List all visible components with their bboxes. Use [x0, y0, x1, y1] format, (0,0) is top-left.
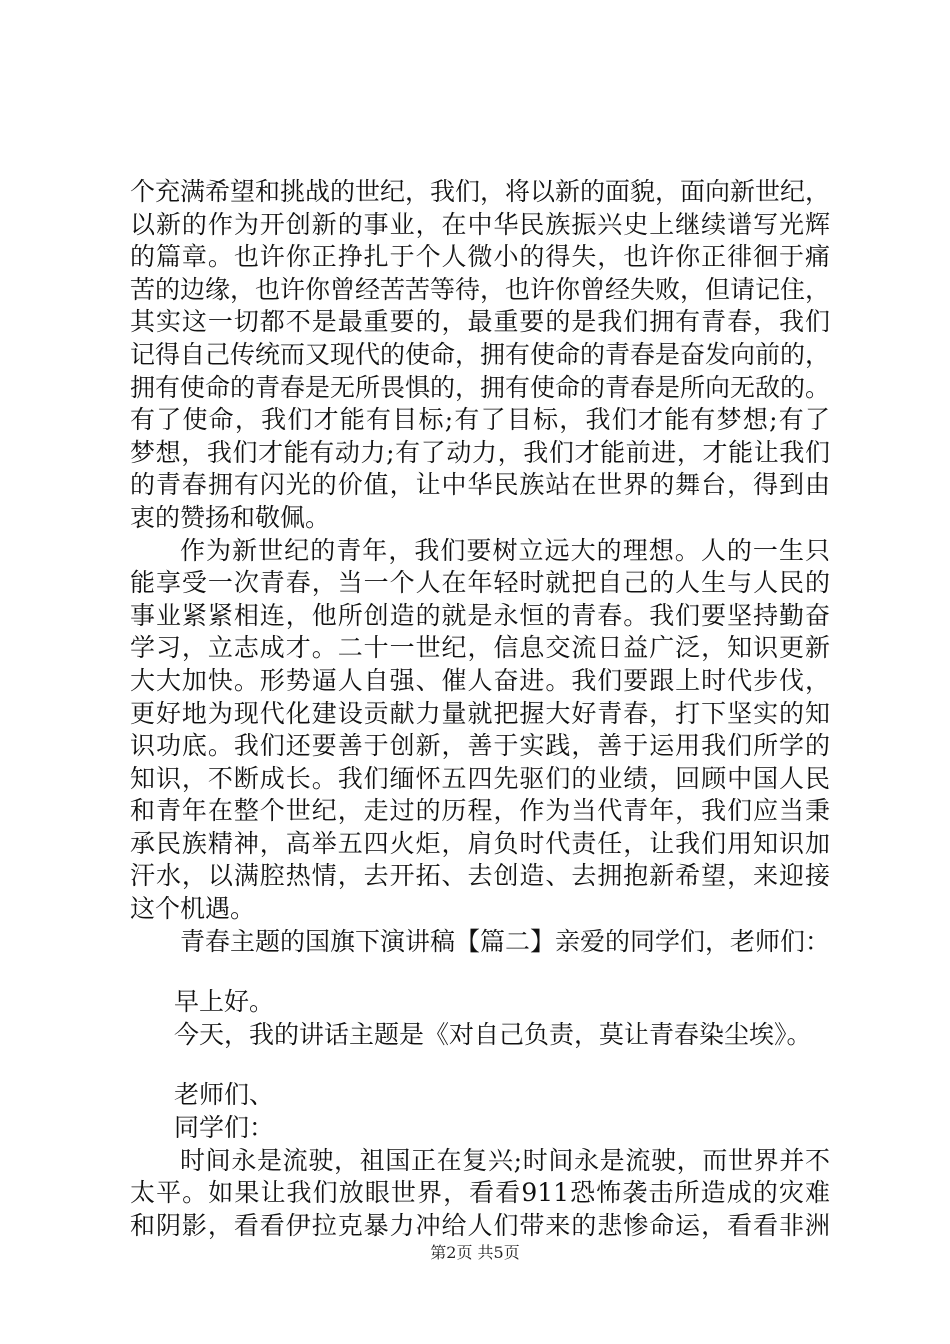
- text-line: 的青春拥有闪光的价值，让中华民族站在世界的舞台，得到由: [130, 470, 830, 500]
- text-line: 这个机遇。: [130, 894, 256, 924]
- paragraph-start-line: 作为新世纪的青年，我们要树立远大的理想。人的一生只: [180, 535, 830, 565]
- text-line: 以新的作为开创新的事业，在中华民族振兴史上继续谱写光辉: [130, 209, 830, 239]
- page-indicator: 第2页 共5页: [430, 1243, 520, 1262]
- text-line: 拥有使命的青春是无所畏惧的，拥有使命的青春是所向无敌的。: [130, 372, 831, 402]
- blank-gap: [130, 958, 830, 986]
- section-heading-line: 青春主题的国旗下演讲稿【篇二】亲爱的同学们，老师们：: [180, 926, 831, 956]
- text-line: 承民族精神，高举五四火炬，肩负时代责任，让我们用知识加: [130, 828, 830, 858]
- text-line: 其实这一切都不是最重要的，最重要的是我们拥有青春，我们: [130, 307, 830, 337]
- greeting-line: 早上好。: [174, 987, 275, 1017]
- text-line: 梦想，我们才能有动力;有了动力，我们才能前进，才能让我们: [130, 437, 830, 467]
- paragraph-start-line: 时间永是流驶，祖国正在复兴;时间永是流驶，而世界并不: [180, 1145, 830, 1175]
- text-line: 大大加快。形势逼人自强、催人奋进。我们要跟上时代步伐，: [130, 665, 830, 695]
- text-line: 有了使命，我们才能有目标;有了目标，我们才能有梦想;有了: [130, 405, 830, 435]
- text-line: 知识，不断成长。我们缅怀五四先驱们的业绩，回顾中国人民: [130, 763, 830, 793]
- text-line: 识功底。我们还要善于创新，善于实践，善于运用我们所学的: [130, 731, 830, 761]
- text-line: 更好地为现代化建设贡献力量就把握大好青春，打下坚实的知: [130, 698, 830, 728]
- text-line: 衷的赞扬和敬佩。: [130, 502, 331, 532]
- text-line: 和阴影，看看伊拉克暴力冲给人们带来的悲惨命运，看看非洲: [130, 1210, 830, 1240]
- text-line: 能享受一次青春，当一个人在年轻时就把自己的人生与人民的: [130, 568, 830, 598]
- topic-line: 今天，我的讲话主题是《对自己负责，莫让青春染尘埃》。: [174, 1019, 812, 1049]
- document-body: [130, 176, 830, 1242]
- text-line: 的篇章。也许你正挣扎于个人微小的得失，也许你正徘徊于痛: [130, 242, 830, 272]
- address-line: 老师们、: [174, 1080, 275, 1110]
- text-line: 个充满希望和挑战的世纪，我们，将以新的面貌，面向新世纪，: [130, 177, 831, 206]
- address-line: 同学们：: [174, 1113, 275, 1143]
- text-line: 学习，立志成才。二十一世纪，信息交流日益广泛，知识更新: [130, 633, 830, 663]
- text-line: 记得自己传统而又现代的使命，拥有使命的青春是奋发向前的，: [130, 339, 831, 369]
- text-line: 苦的边缘，也许你曾经苦苦等待，也许你曾经失败，但请记住，: [130, 274, 831, 304]
- page-footer: [0, 1243, 950, 1263]
- blank-gap: [130, 1051, 830, 1079]
- text-line: 和青年在整个世纪，走过的历程，作为当代青年，我们应当秉: [130, 796, 830, 826]
- text-line: 事业紧紧相连，他所创造的就是永恒的青春。我们要坚持勤奋: [130, 600, 830, 630]
- text-line: 汗水，以满腔热情，去开拓、去创造、去拥抱新希望，来迎接: [130, 861, 830, 891]
- text-line: 太平。如果让我们放眼世界，看看911恐怖袭击所造成的灾难: [130, 1178, 830, 1208]
